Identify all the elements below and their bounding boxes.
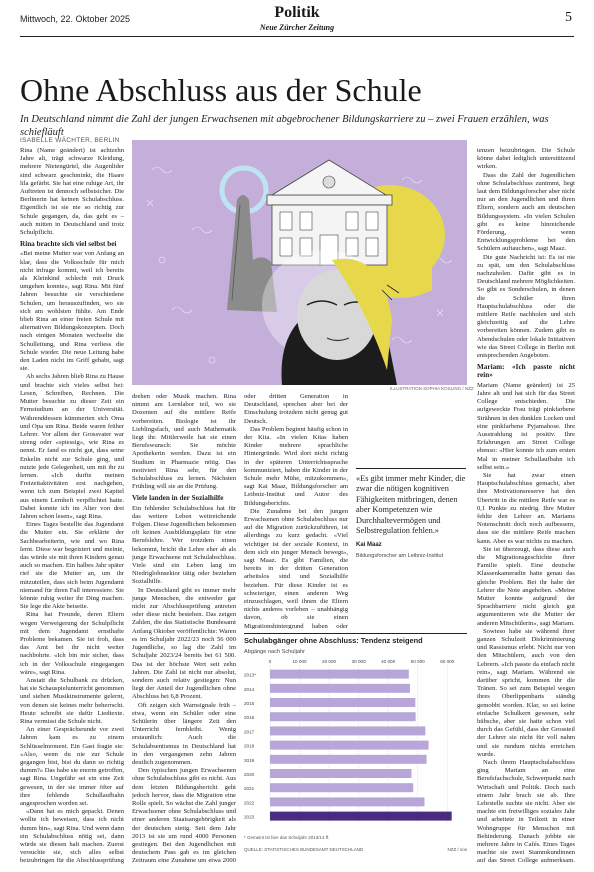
paragraph: Rina (Name geändert) ist achtzehn Jahre alt, trägt schwarze Kleidung, mehrere Nietengürtel, die Augenlider sind schwarz geschminkt, die Haare lila gefärbt. Sie hat eine ruhige Art, ihr Auftreten ist dennoch selbstsicher. Die Berlinerin hat keinen Schulabschluss. Eigentlich ist sie nie so richtig zur Schule gegangen, da, das geht es – auch mitten in Deutschland und trotz Schulpflicht. [20,147,124,237]
chart-credit: NZZ / sos [447,847,467,852]
article-illustration [132,140,467,385]
x-tick-label: 20 000 [322,659,337,664]
paragraph: Ab sechs Jahren blieb Rina zu Hause und brachte sich vieles selbst bei: Lesen, Schreiben, Rechnen. Die Mutter besuchte zu dieser Zeit ein Fernstudium an der Universität. Währenddessen kümmerten sich Oma und Opa um Rina. Beide waren früher Lehrer. Vor allem der Grossvater war streng oder «spiessig», wie Rina es nennt. Er fand es nicht gut, dass seine Enkelin nicht zur Schule ging, und nutzte jede Gelegenheit, um mit ihr zu lernen. «Ich durfte meinen Freizeitaktivitäten erst nachgehen, wenn ich zum Beispiel zwei Kapitel aus einem Lernheft verpflichtet hatte. Dabei konnte ich im Alter von drei Jahren schon lesen», sagt Rina. [20,373,124,520]
bar [270,670,409,679]
paragraph: Nach ihrem Hauptschulabschluss ging Mariam an eine Berufsfachschule, Schwerpunkt nach Wirtschaft und Politik. Doch nach einem Jahr brach sie ab. Ihre Lehrstelle suchte sie nicht. Aber sie machte ein freiwilliges soziales Jahr und arbeitete in Teilzeit in einer Wohngruppe für Menschen mit Behinderung. Danach jobbte sie mehrere Jahre in Cafés. Eines Tages machte sie zwei Stammkundinnen auf das Street College aufmerksam. [477,759,575,865]
paragraph: Mariam (Name geändert) ist 25 Jahre alt und hat sich für das Street College entschieden. Die aufgeweckte Frau trägt pinkfarbene Strähnen in den dunklen Locken und eine pinkfarbene Pyjamahose. Ihre Ausstrahlung ist positiv. Ihre Erfahrungen am Street College ebenso: «Hier konnte ich zum ersten Mal in meiner Schullaufbahn ich selbst sein.» [477,381,575,471]
quote-author-role: Bildungsforscher am Leibniz-Institut [356,552,444,559]
issue-date: Mittwoch, 22. Oktober 2025 [20,14,131,24]
y-tick-label: 2014 [244,686,255,692]
y-tick-label: 2022 [244,800,255,806]
paragraph: Rina hat Freunde, deren Eltern wegen Verweigerung der Schulpflicht mit dem Jugendamt ernsthafte Probleme bekamen. Sie ist froh, dass das Amt bei ihr nicht weiter nachbohrte. «Ich bin mir sicher, dass ich in der Volksschule eingegangen wäre», sagt Rina. [20,611,124,676]
chart-subtitle: Abgänge nach Schuljahr [244,649,305,655]
x-tick-label: 60 000 [440,659,455,664]
article-column-2 [132,393,236,863]
bar [270,741,429,750]
y-tick-label: 2013* [244,672,257,678]
deck: In Deutschland nimmt die Zahl der jungen Erwachsenen mit abgebrochener Bildungskarriere zu – zwei Frauen erzählen, was schiefläuft [20,114,549,138]
y-tick-label: 2021 [244,786,255,792]
y-tick-label: 2015 [244,701,255,706]
paragraph: tenzen beizubringen. Die Schule könne dabei lediglich unterstützend wirken. [477,147,575,171]
paragraph: «Bei meine Mutter war von Anfang an klar, dass die Volksschule für mich nicht infrage kommt, weil ich bereits als Kleinkind schlecht mit Druck umgehen konnte», sagt Rina. Mit fünf Jahren besuchte sie verschiedene Schulen, um herauszufinden, wo sie sich am wohlsten fühlte. Am Ende blieb Rina an einer freien Schule mit alternativen Bildungskonzepten. Doch nach einigen Monaten wechselte die Schulleitung, und Rina verliess die Schule wieder. Die neue Leitung habe den Laden nicht im Griff gehabt, sagt sie. [20,250,124,373]
bar [270,712,416,721]
x-tick-label: 10 000 [292,659,307,664]
paragraph: An einer Gesprächsrunde vor zwei Jahren kam es zu einem Schlüsselmoment. Ein Gast fragte sie: «Also, wenn du nie zur Schule gegangen bist, bist du dann so richtig dumm?» Das habe sie enorm getroffen, sagt Rina. Ungefähr sei ein eine Zeit gewesen, in der sie immer öfter auf ihre fehlende Schullaufbahn angesprochen worden sei. [20,726,124,808]
subheading: Rina brachte sich viel selbst bei [20,240,117,249]
headline: Ohne Abschluss aus der Schule [20,72,422,108]
chart-footnote: * Gemeint ist hier das Schuljahr 2013/14 ff. [244,835,330,840]
bar [270,797,424,806]
paragraph: Sie ist überzeugt, dass diese auch die Migrationsgeschichte ihrer Familie spielt. Eine deutsche Klassenkameradin hatte genau das gleiche Problem. Bei ihr habe der Lehrer die Note angehoben. «Meine Mutter konnte aufgrund der Sprachbarriere nicht gleich gut argumentieren wie die Mutter der anderen Mitschülerin», sagt Mariam. [477,545,575,627]
x-tick-label: 40 000 [381,659,396,664]
quote-rule-top [356,468,466,469]
subheading: Mariam: «Ich passte nicht rein» [477,363,575,380]
y-tick-label: 2017 [244,729,255,735]
quote-author: Kai Maaz [356,542,382,549]
masthead-rule [20,36,574,37]
paragraph: In Deutschland gibt es immer mehr junge Menschen, die entweder gar nicht zur Abschlussprüfung antreten oder diese nicht bestehen. Das zeigen Zahlen, die das Statistische Bundesamt Anfang Oktober veröffentlichte: Waren es im Schuljahr 2022/23 noch 56 000 Jugendliche, so lag die Zahl im Schuljahr 2023/24 bereits bei 61 500. Das ist der höchste Wert seit zehn Jahren. Die Zahl ist nicht nur absolut, sondern auch relativ gestiegen: Nun liegt der Anteil der Jugendlichen ohne Abschluss bei 6,8 Prozent. [132,586,236,701]
paragraph: Anstatt die Schulbank zu drücken, hat sie Schauspielunterricht genommen und sieben Musikinstrumente gelernt, von denen sie keines mehr beherrscht. Heute schreibt sie dafür Liedtexte. Rina vermisst die Schule nicht. [20,677,124,726]
chart-title: Schulabgänger ohne Abschluss: Tendenz steigend [244,636,423,645]
article-column-1 [20,147,124,865]
quote-text: «Es gibt immer mehr Kinder, die zwar die nötigen kognitiven Fähigkeiten mitbringen, denen aber Kompetenzen wie Durchhaltevermögen und Selbstregulation fehlen.» [356,474,466,536]
dropout-chart [244,633,467,855]
chart-source: QUELLE: STATISTISCHES BUNDESAMT DEUTSCHLAND [244,847,364,852]
paragraph: Oft zeigen sich Warnsignale früh – etwa, wenn ein Schüler oder eine Schülerin über längere Zeit den Unterricht fernbleibt. Wenig erstaunlich: Auch die Schulabsentismus in Deutschland hat in den vergangenen zehn Jahren deutlich zugenommen. [132,701,236,766]
paragraph: Eines Tages bestellte das Jugendamt die Mutter ein. Sie erklärte der Sachbearbeiterin, wie und wo Rina lernt. Diese war begeistert und meinte, das würde sie mit ihren Kindern genau auch so machen. Ein halbes Jahr später rief sie die Mutter an, um ihr mitzuteilen, dass sich beim Jugendamt niemand für ihren Fall interessiere. Sie könnte ruhig weiter ihr Ding machen. Sie lege die Akte beiseite. [20,521,124,611]
bar [270,783,413,792]
section-title: Politik [274,4,320,21]
bar [270,684,410,693]
paragraph: Sie hat zwar einen Hauptschulabschluss gemacht, aber ihre Motivationsreserve hat den Übertritt in die mittlere Reife war es 0,1 Punkte zu niedrig. Ihre Mutter fehlte den Lehrer an. Mariams Notenschnitt doch noch aufbessern, dass sie die mittlere Reife machen kann. Aber es war nichts zu machen. [477,471,575,545]
paragraph: drehen oder Musik machen. Rina nimmt am Lernlabor teil, wo sie Dozenten auf die mittlere Reife vorbereiten. Biologie ist ihr Lieblingsfach, und auch Mathematik liegt ihr. Mittlerweile hat sie einen Berufswunsch: Sie möchte Apothekerin werden. Dazu ist ein Studium in Pharmazie nötig. Das motiviert Rina sehr, für den Schulabschluss zu lernen. Nächsten Frühling will sie an die Prüfung. [132,393,236,491]
newspaper-logo: Neue Zürcher Zeitung [259,23,335,32]
illustration-credit: ILLUSTRATION SOPHIA KOSLING / NZZ [390,386,474,391]
x-tick-label: 50 000 [410,659,425,664]
paragraph: Den typischen jungen Erwachsenen ohne Schulabschluss gibt es nicht. Aus dem letzten Bildungsbericht geht jedoch hervor, dass die Migration eine Rolle spielt. So wächst die Zahl junger Erwachsener ohne Schulabschluss und einer anderen Staatsangehörigkeit als der deutschen stetig. Seit dem Jahr 2013 ist sie um rund 4000 Personen gestiegen. Bei den Jugendlichen mit deutschem Pass gab es im gleichen Zeitraum eine Zunahme um etwa 2000 [132,767,236,863]
x-tick-label: 30 000 [351,659,366,664]
paragraph: Die Zunahme bei den jungen Erwachsenen ohne Schulabschluss nur auf die Migration zurückzuführen, ist allerdings zu kurz gedacht. «Viel wichtiger ist der soziale Kontext, in dem sich ein junger Mensch bewegt», sagt Maaz. Es gibt Familien, die bereits in der dritten Generation arbeitslos sind und Sozialhilfe beziehen. Für diese Kinder ist es schwieriger, einen anderen Weg einzuschlagen, weil ihnen die Eltern nichts anderes vorleben – unabhängig davon, ob sie einen Migrationshintergrund haben oder [244,507,348,629]
article-column-3 [244,393,348,629]
bar [270,698,415,707]
bar [270,726,425,735]
paragraph: Das Problem beginnt häufig schon in der Kita. «In vielen Kitas haben Kinder mehrere sprachliche Hintergründe. Wird dort nicht richtig in der späteren Unterrichtssprache kommuniziert, haben die Kinder in der Schule mehr Mühe, mitzukommen», sagt Kai Maaz, Bildungsforscher am Leibniz-Institut und Autor des Bildungsberichts. [244,425,348,507]
byline: ISABELLE WÄCHTER, BERLIN [20,137,120,144]
paragraph: Die gute Nachricht ist: Es ist nie zu spät, um den Schulabschluss nachzuholen. Dafür gibt es in Deutschland mehrere Möglichkeiten. So gibt es Sonderschulen, in denen die Schüler ihren Hauptschulabschluss oder die mittlere Reife nachholen und sich gleichzeitig auf die Lehre vorbereiten können. Zudem gibt es Abendschulen oder lokale Initiativen wie das Street College in Berlin mit entsprechenden Angeboten. [477,253,575,360]
bar [270,755,427,764]
article-column-5 [477,147,575,865]
subheading: Viele landen in der Sozialhilfe [132,494,224,503]
page-number: 5 [565,10,572,25]
y-tick-label: 2020 [244,772,255,777]
y-tick-label: 2019 [244,757,255,763]
paragraph: Dass die Zahl der Jugendlichen ohne Schulabschluss zunimmt, liegt laut dem Bildungsforscher aber nicht nur an den Jugendlichen und ihren Eltern, sondern auch am deutschen Bildungssystem. «In vielen Schulen gibt es keine hinreichende Förderung, wenn Entwicklungsprobleme bei den Schülern auftauchen», sagt Maaz. [477,171,575,253]
bar [270,812,452,821]
y-tick-label: 2018 [244,743,255,749]
pull-quote [356,474,466,561]
y-tick-label: 2016 [244,715,255,721]
paragraph: Ein fehlender Schulabschluss hat für das weitere Leben weitreichende Folgen. Diese Jugendlichen bekommen oft keinen Ausbildungsplatz für eine Berufslehre. Wer trotzdem einen bekommt, bricht die Lehre eher ab als junge Erwachsene mit Schulabschluss. Viele sind ein Leben lang im Niedriglohnsektor tätig oder beziehen Sozialhilfe. [132,504,236,586]
bar [270,769,411,778]
paragraph: «Dann hat es mich gepackt. Denen wollte ich beweisen, dass ich nicht dumm bin», sagt Rina. Und wenn dann ein Schulabschluss nötig sei, dann würde sie diesen halt machen. Zuerst versuchte sie, sich alles selbst beizubringen für die Abschlussprüfung [20,808,124,865]
x-tick-label: 0 [268,659,272,664]
y-tick-label: 2023 [244,814,255,820]
paragraph: Sowieso habe sie während ihrer ganzen Schulzeit Diskriminierung und Rassismus erlebt. Nicht nur von den Mitschülern, auch von den Lehrern. «Ich passte da einfach nicht rein», sagt Mariam. Während sie darüber spricht, kommen ihr die Tränen. So sei zum Beispiel wegen ihres Oberlippenbarts ständig gemobbt worden. Klar, so sei keine einfache Schulkern gewesen, sehr hübsche, aber sie hatte schon viel durch das Gefühl, dass der Grossteil der Lehrer sie nicht für voll nahm und sie rundum nichts erreichen wurde. [477,627,575,758]
paragraph: oder dritten Generation in Deutschland, sprechen aber bei der Einschulung trotzdem nicht genug gut Deutsch. [244,393,348,425]
